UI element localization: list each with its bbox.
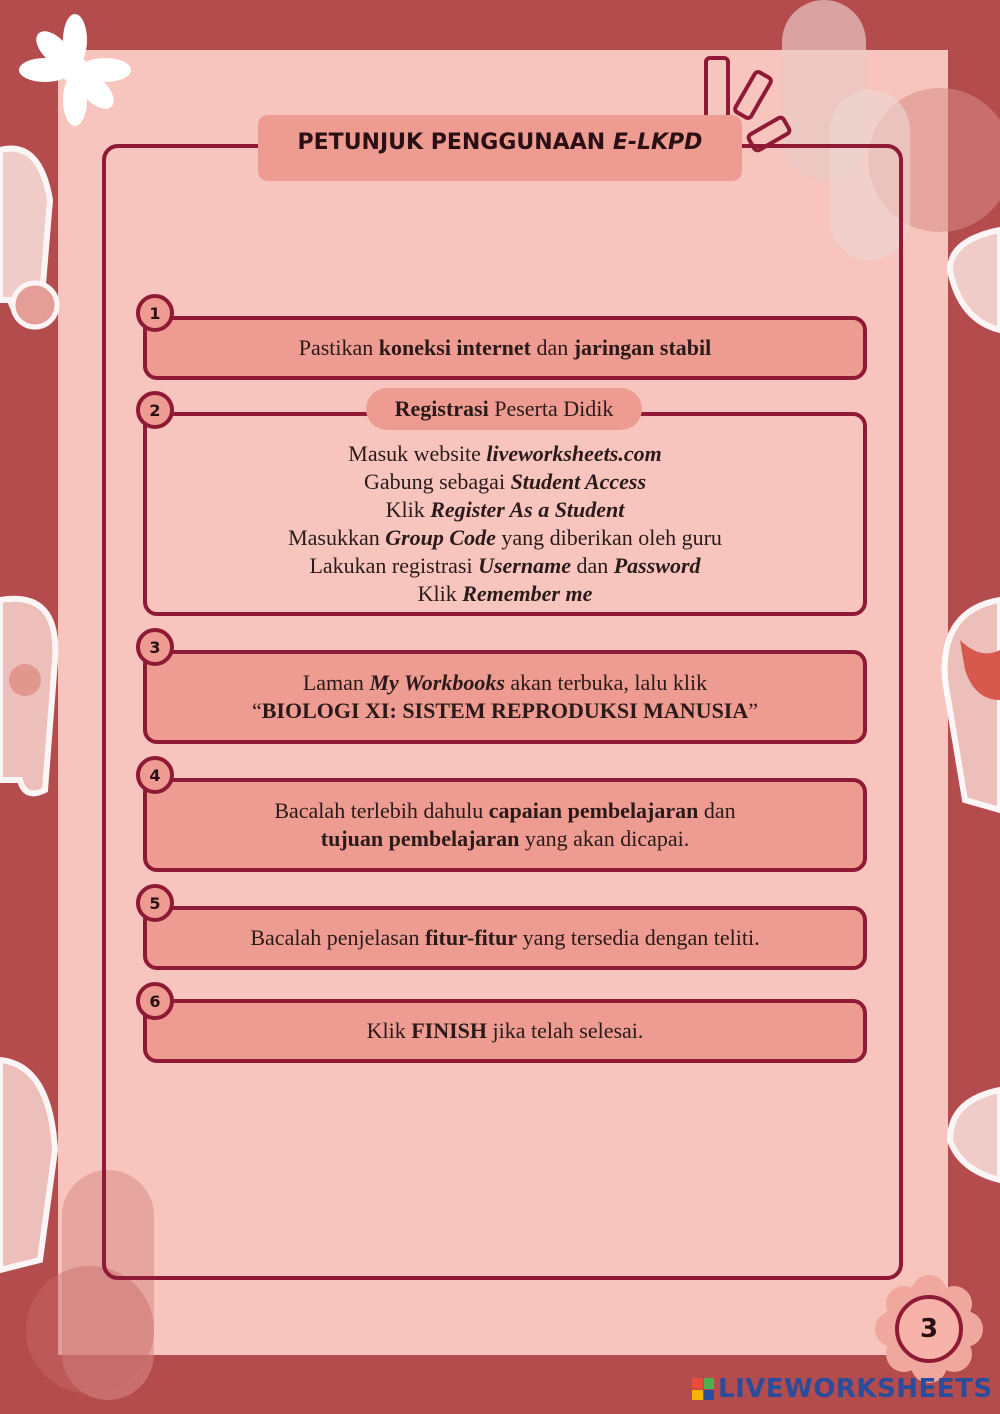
- step-line: [274, 825, 735, 853]
- step-text-segment: yang akan dicapai.: [519, 826, 690, 851]
- step-number-1: 1: [136, 294, 174, 332]
- step-text-segment: Masuk website: [348, 441, 487, 466]
- step-line: [252, 669, 758, 697]
- step-text-segment: yang diberikan oleh guru: [495, 525, 722, 550]
- step-text-segment: Lakukan registrasi: [309, 553, 479, 578]
- step-text-segment: Masukkan: [288, 525, 386, 550]
- step-box-3: [143, 650, 867, 744]
- step-text: [274, 797, 735, 853]
- step-box-1: [143, 316, 867, 380]
- step-text-segment: dan: [530, 335, 574, 360]
- step-text: [252, 669, 758, 725]
- step-text: [288, 440, 722, 608]
- step-text-segment: Klik: [385, 497, 431, 522]
- step-text-segment: “: [251, 698, 262, 723]
- step-line: [288, 496, 722, 524]
- step-text-segment: Password: [613, 553, 701, 578]
- step-text-segment: Register As a Student: [430, 497, 625, 522]
- step-text-segment: Bacalah penjelasan: [250, 925, 426, 950]
- step-text-segment: BIOLOGI XI: SISTEM REPRODUKSI MANUSIA: [261, 698, 749, 723]
- page-title: PETUNJUK PENGGUNAAN E-LKPD: [297, 130, 703, 155]
- step-line: [288, 552, 722, 580]
- step-text-segment: Klik: [366, 1018, 412, 1043]
- step-text-segment: Laman: [302, 670, 370, 695]
- step-text-segment: liveworksheets.com: [486, 441, 662, 466]
- brand-name: LIVEWORKSHEETS: [718, 1374, 993, 1404]
- step-number-2: 2: [136, 391, 174, 429]
- step-text-segment: My Workbooks: [369, 670, 505, 695]
- step-text-segment: Bacalah terlebih dahulu: [274, 798, 489, 823]
- step-line: [288, 440, 722, 468]
- step-line: [288, 468, 722, 496]
- step-text-segment: jika telah selesai.: [487, 1018, 644, 1043]
- step-text-segment: dan: [570, 553, 614, 578]
- step-line: [274, 797, 735, 825]
- step-text-segment: Pastikan: [298, 335, 379, 360]
- step-text-segment: capaian pembelajaran: [488, 798, 699, 823]
- step-box-5: [143, 906, 867, 970]
- step-text-segment: koneksi internet: [378, 335, 531, 360]
- step-text-segment: ”: [748, 698, 759, 723]
- step-text-segment: fitur-fitur: [425, 925, 518, 950]
- step-box-4: [143, 778, 867, 872]
- step-line: [288, 524, 722, 552]
- step-text-segment: tujuan pembelajaran: [320, 826, 520, 851]
- step-2-header: Registrasi Peserta Didik: [366, 388, 642, 430]
- step-text: [367, 1017, 644, 1045]
- step-number-6: 6: [136, 982, 174, 1020]
- liveworksheets-logo[interactable]: [692, 1374, 993, 1404]
- step-text-segment: FINISH: [411, 1018, 488, 1043]
- step-text-segment: akan terbuka, lalu klik: [504, 670, 708, 695]
- step-text-segment: Gabung sebagai: [363, 469, 511, 494]
- step-text-segment: dan: [698, 798, 736, 823]
- step-number-5: 5: [136, 884, 174, 922]
- step-text: [299, 334, 712, 362]
- step-number-3: 3: [136, 628, 174, 666]
- step-text-segment: Remember me: [462, 581, 593, 606]
- page-number: 3: [895, 1295, 963, 1363]
- liveworksheets-icon: [692, 1378, 714, 1400]
- step-box-2: [143, 412, 867, 616]
- step-text-segment: Student Access: [510, 469, 647, 494]
- step-line: [288, 580, 722, 608]
- step-line: [252, 697, 758, 725]
- step-text: [250, 924, 759, 952]
- step-text-segment: jaringan stabil: [573, 335, 712, 360]
- step-text-segment: Username: [478, 553, 571, 578]
- step-box-6: [143, 999, 867, 1063]
- step-number-4: 4: [136, 756, 174, 794]
- step-text-segment: yang tersedia dengan teliti.: [517, 925, 760, 950]
- step-text-segment: Group Code: [385, 525, 496, 550]
- step-text-segment: Klik: [417, 581, 463, 606]
